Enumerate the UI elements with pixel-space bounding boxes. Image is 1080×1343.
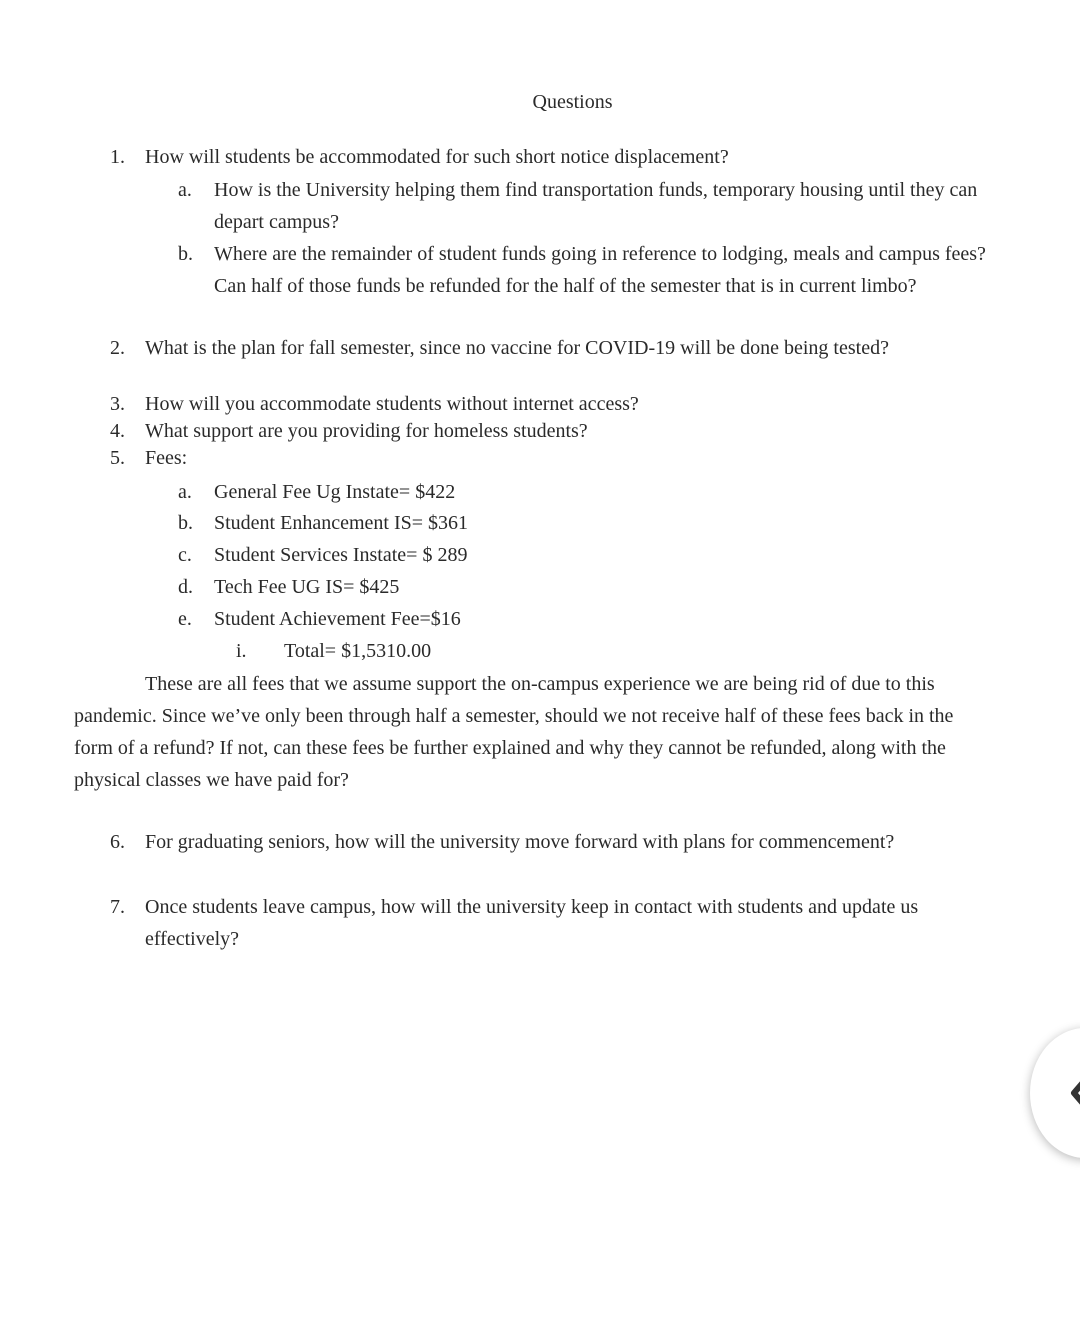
fee-item-d [178, 571, 988, 603]
total-text: Total= $1,5310.00 [284, 640, 432, 662]
fee-text: Student Enhancement IS= $361 [214, 512, 469, 534]
question-text: For graduating seniors, how will the university move forward with plans for commencement? [145, 831, 895, 853]
question-text: What support are you providing for homeless students? [145, 420, 588, 442]
question-number: 2. [110, 337, 125, 359]
fee-text: Student Services Instate= $ 289 [214, 544, 468, 566]
question-text: How will you accommodate students without internet access? [145, 393, 639, 415]
fee-item-b [178, 507, 988, 539]
question-1 [110, 141, 970, 173]
sub-question-text: How is the University helping them find transportation funds, temporary housing until they can depart campus? [214, 179, 978, 233]
question-6 [110, 826, 970, 858]
document-title: Questions [532, 91, 613, 113]
question-text: Fees: [145, 447, 188, 469]
question-number: 4. [110, 420, 125, 442]
question-text: How will students be accommodated for such short notice displacement? [145, 146, 729, 168]
sub-question-text: Where are the remainder of student funds going in reference to lodging, meals and campus fees? Can half of those funds be refunded for the half of the semester that is in current limbo? [214, 243, 986, 297]
fee-letter: c. [178, 544, 192, 566]
fees-paragraph: These are all fees that we assume support the on-campus experience we are being rid of due to this pandemic. Since we’ve only been through half a semester, should we not receive half of these fees back in the form of a refund? If not, can these fees be further explained and why they cannot be refunded, along with the physical classes we have paid for? [74, 673, 954, 791]
total-numeral: i. [236, 640, 247, 662]
question-number: 6. [110, 831, 125, 853]
question-3 [110, 390, 970, 419]
question-2 [110, 334, 970, 363]
question-1b [178, 238, 988, 302]
question-text: Once students leave campus, how will the university keep in contact with students and update us effectively? [145, 896, 919, 950]
question-number: 5. [110, 447, 125, 469]
sub-question-letter: a. [178, 179, 192, 201]
fee-item-c [178, 539, 988, 571]
question-number: 1. [110, 146, 125, 168]
fee-total [236, 635, 636, 667]
fee-item-e [178, 603, 988, 635]
fee-letter: b. [178, 512, 193, 534]
chevron-left-icon [1068, 1068, 1080, 1118]
question-number: 3. [110, 393, 125, 415]
question-5 [110, 444, 970, 473]
page-nav-button[interactable] [1030, 1028, 1080, 1158]
fee-text: Student Achievement Fee=$16 [214, 608, 461, 630]
fee-letter: e. [178, 608, 192, 630]
sub-question-letter: b. [178, 243, 193, 265]
fee-letter: a. [178, 481, 192, 503]
question-1a [178, 174, 988, 238]
fee-item-a [178, 476, 988, 508]
question-text: What is the plan for fall semester, since no vaccine for COVID-19 will be done being tested? [145, 337, 889, 359]
question-4 [110, 417, 970, 446]
fee-text: General Fee Ug Instate= $422 [214, 481, 456, 503]
question-number: 7. [110, 896, 125, 918]
question-7 [110, 891, 970, 955]
fee-letter: d. [178, 576, 193, 598]
fee-text: Tech Fee UG IS= $425 [214, 576, 400, 598]
